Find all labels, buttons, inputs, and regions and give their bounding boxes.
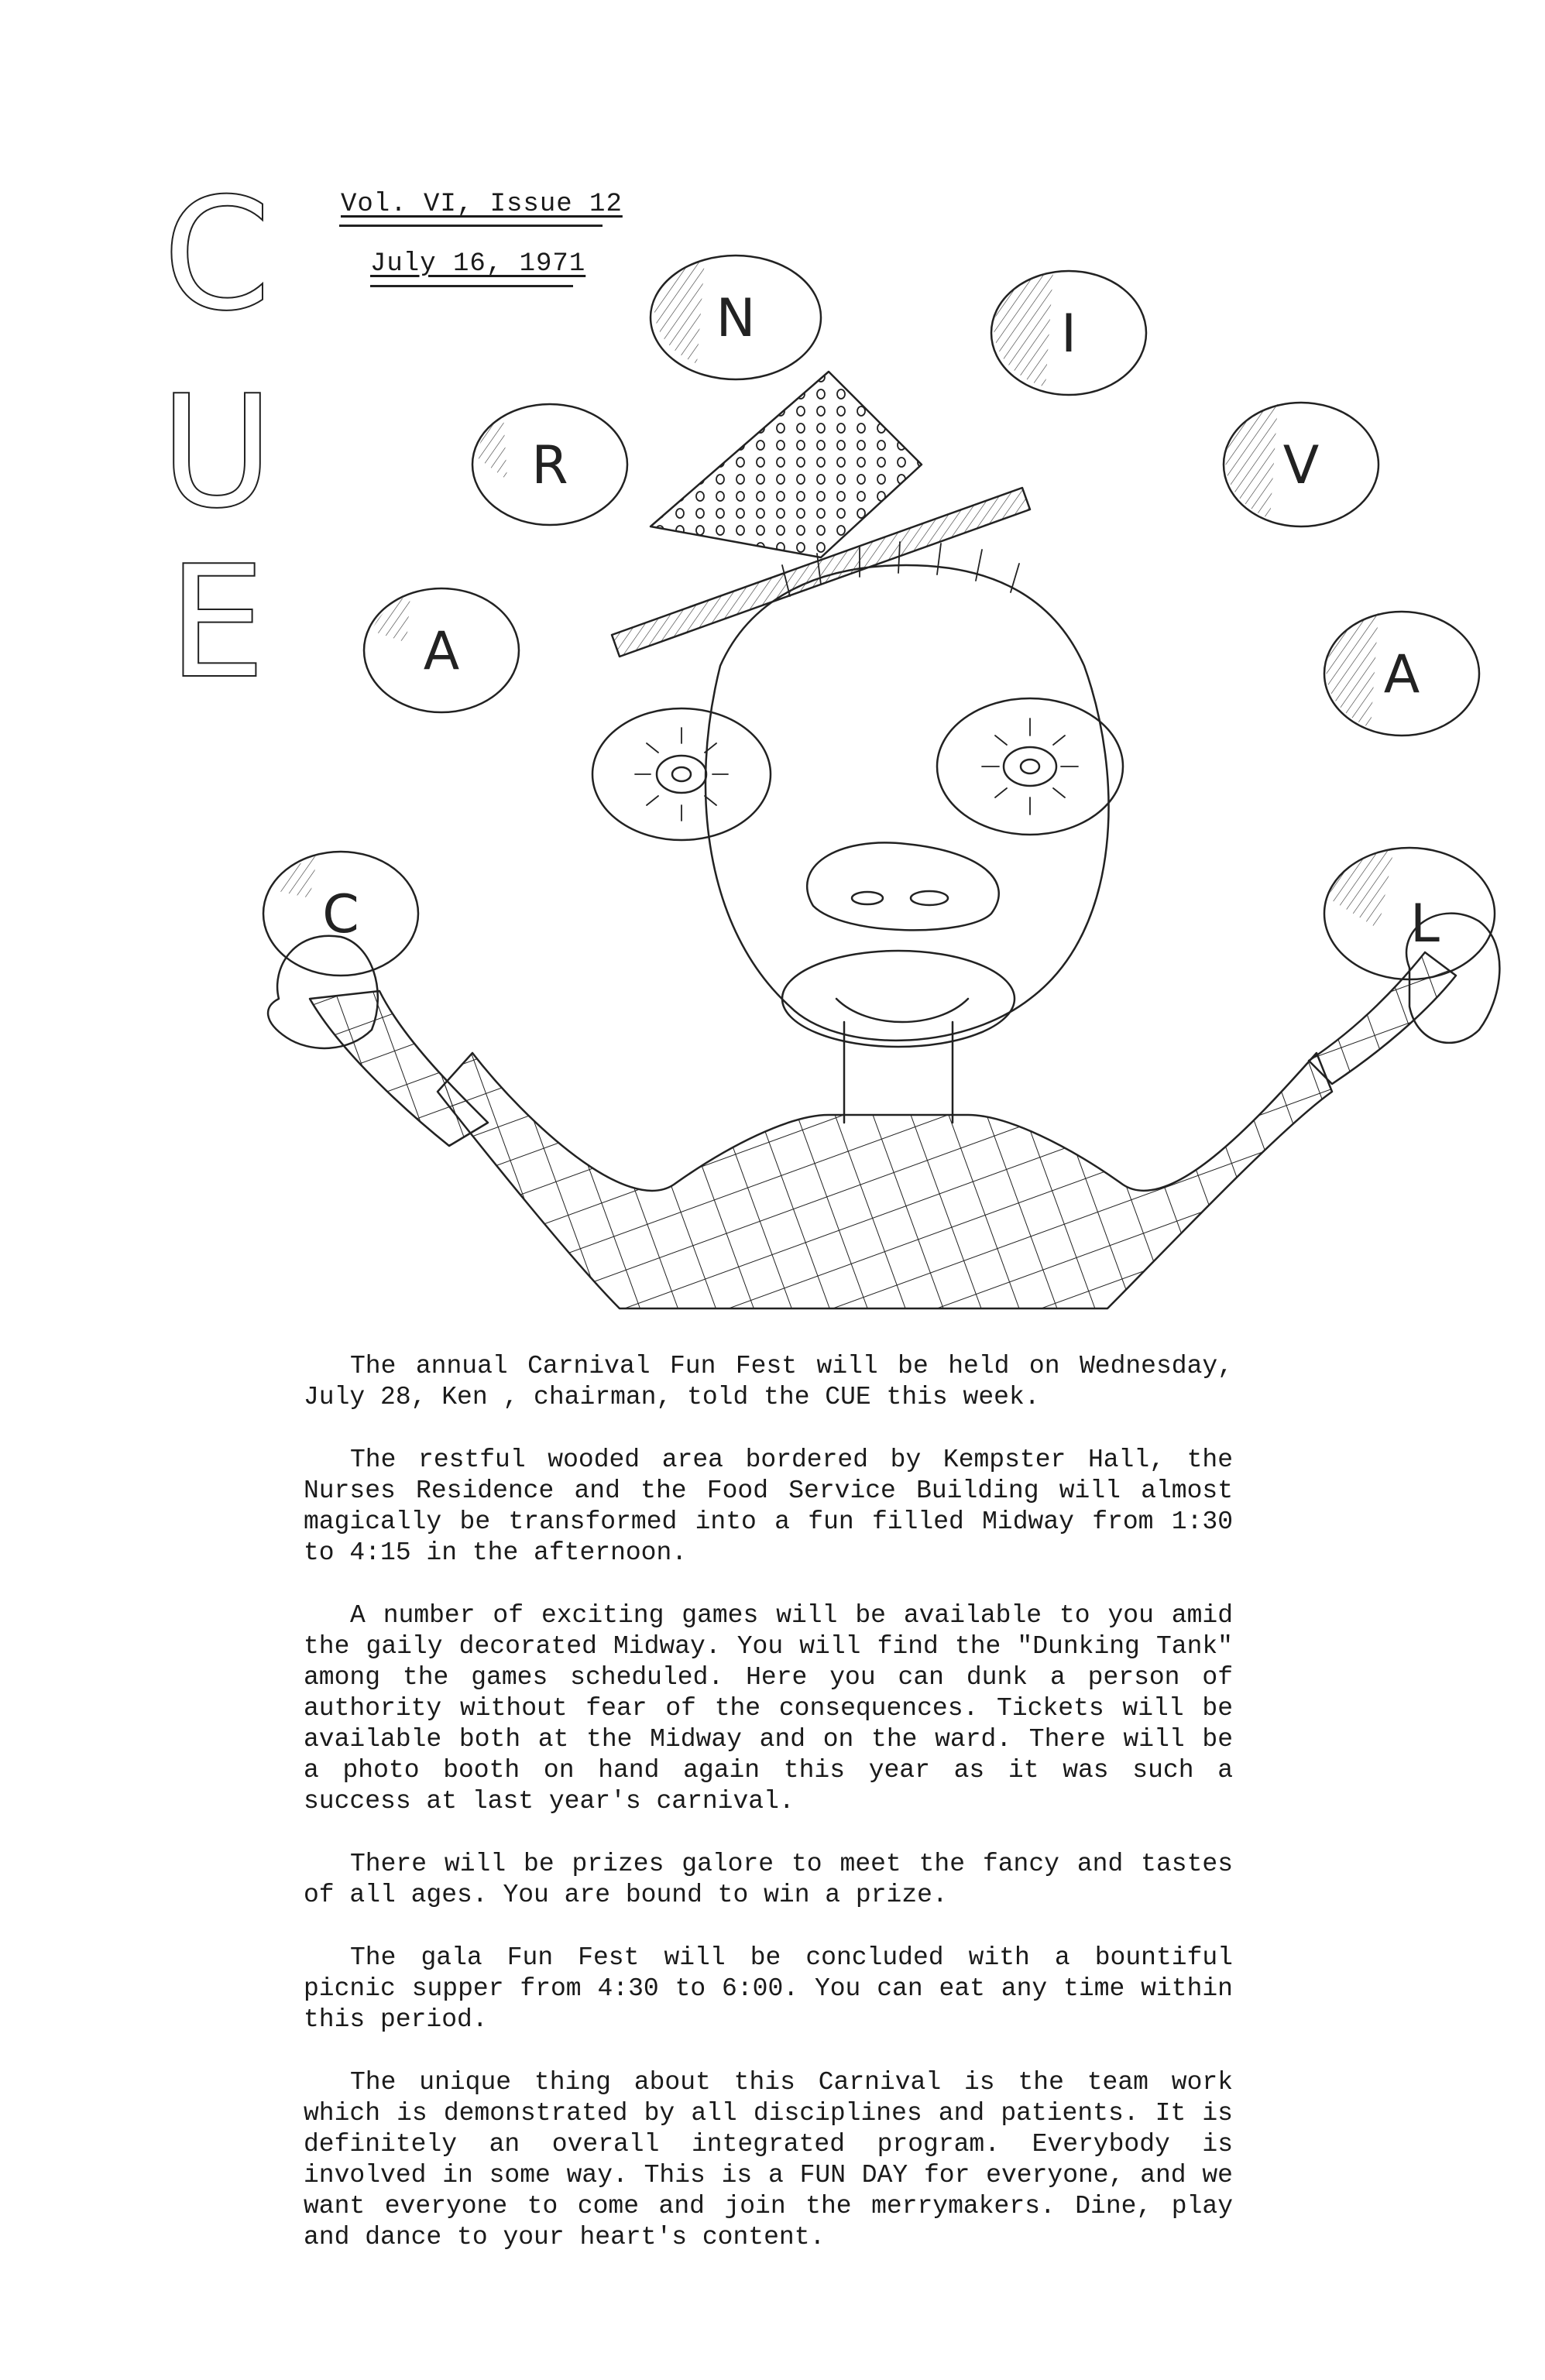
- issue-date: July 16, 1971: [370, 249, 586, 279]
- masthead-rule-top: [339, 225, 603, 227]
- ball-c: [263, 852, 418, 976]
- ball-r: [472, 404, 627, 525]
- clown-right-arm: [1309, 952, 1456, 1084]
- article-paragraph-2: The restful wooded area bordered by Kempster Hall, the Nurses Residence and the Food Service Building will almost magically be transformed into a fun filled Midway from 1:30 to 4:15 in the afternoon.: [304, 1445, 1233, 1567]
- clown-mouth: [782, 951, 1015, 1047]
- ball-n: [651, 255, 821, 379]
- ball-l: [1324, 848, 1495, 979]
- article-paragraph-4: There will be prizes galore to meet the fancy and tastes of all ages. You are bound to win a prize.: [304, 1850, 1233, 1909]
- title-letter-c: C: [163, 165, 271, 345]
- article-paragraph-6: The unique thing about this Carnival is the team work which is demonstrated by all disciplines and patients. It is definitely an overall integrated program. Everybody is involved in some way. This is a FUN DAY for everyone, and we want everyone to come and join the merrymakers. Dine, play and dance to your heart's content.: [304, 2068, 1233, 2251]
- article-body: [304, 1351, 1233, 2285]
- title-letter-e: E: [167, 533, 266, 713]
- ball-letter: N: [716, 288, 756, 349]
- ball-letter: C: [322, 884, 359, 945]
- clown-left-eye: [592, 708, 771, 840]
- clown-hat-cone: [651, 372, 922, 557]
- clown-shirt: [438, 1053, 1332, 1308]
- article-paragraph-1: The annual Carnival Fun Fest will be held on Wednesday, July 28, Ken , chairman, told the CUE this week.: [304, 1352, 1233, 1411]
- ball-i: [991, 271, 1146, 395]
- clown-head: [706, 565, 1109, 1041]
- juggling-clown-illustration: [248, 232, 1502, 1316]
- ball-letter: R: [531, 435, 568, 496]
- ball-a-right: [1324, 612, 1479, 736]
- article-paragraph-5: The gala Fun Fest will be concluded with a bountiful picnic supper from 4:30 to 6:00. You can eat any time within this period.: [304, 1943, 1233, 2034]
- ball-a-left: [364, 588, 519, 712]
- volume-issue: Vol. VI, Issue 12: [341, 190, 623, 219]
- clown-nose: [807, 842, 999, 930]
- ball-letter: A: [423, 621, 460, 682]
- ball-letter: I: [1060, 304, 1077, 365]
- ball-v: [1224, 403, 1378, 526]
- clown-right-eye: [937, 698, 1123, 835]
- ball-letter: V: [1282, 435, 1320, 496]
- ball-letter: A: [1383, 644, 1420, 705]
- title-letter-u: U: [160, 362, 274, 543]
- article-paragraph-3: A number of exciting games will be available to you amid the gaily decorated Midway. You will find the "Dunking Tank" among the games scheduled. Here you can dunk a person of authority without fear of the consequences. Tickets will be available both at the Midway and on the ward. There will be a photo booth on hand again this year as it was such a success at last year's carnival.: [304, 1601, 1233, 1816]
- ball-letter: L: [1410, 893, 1440, 955]
